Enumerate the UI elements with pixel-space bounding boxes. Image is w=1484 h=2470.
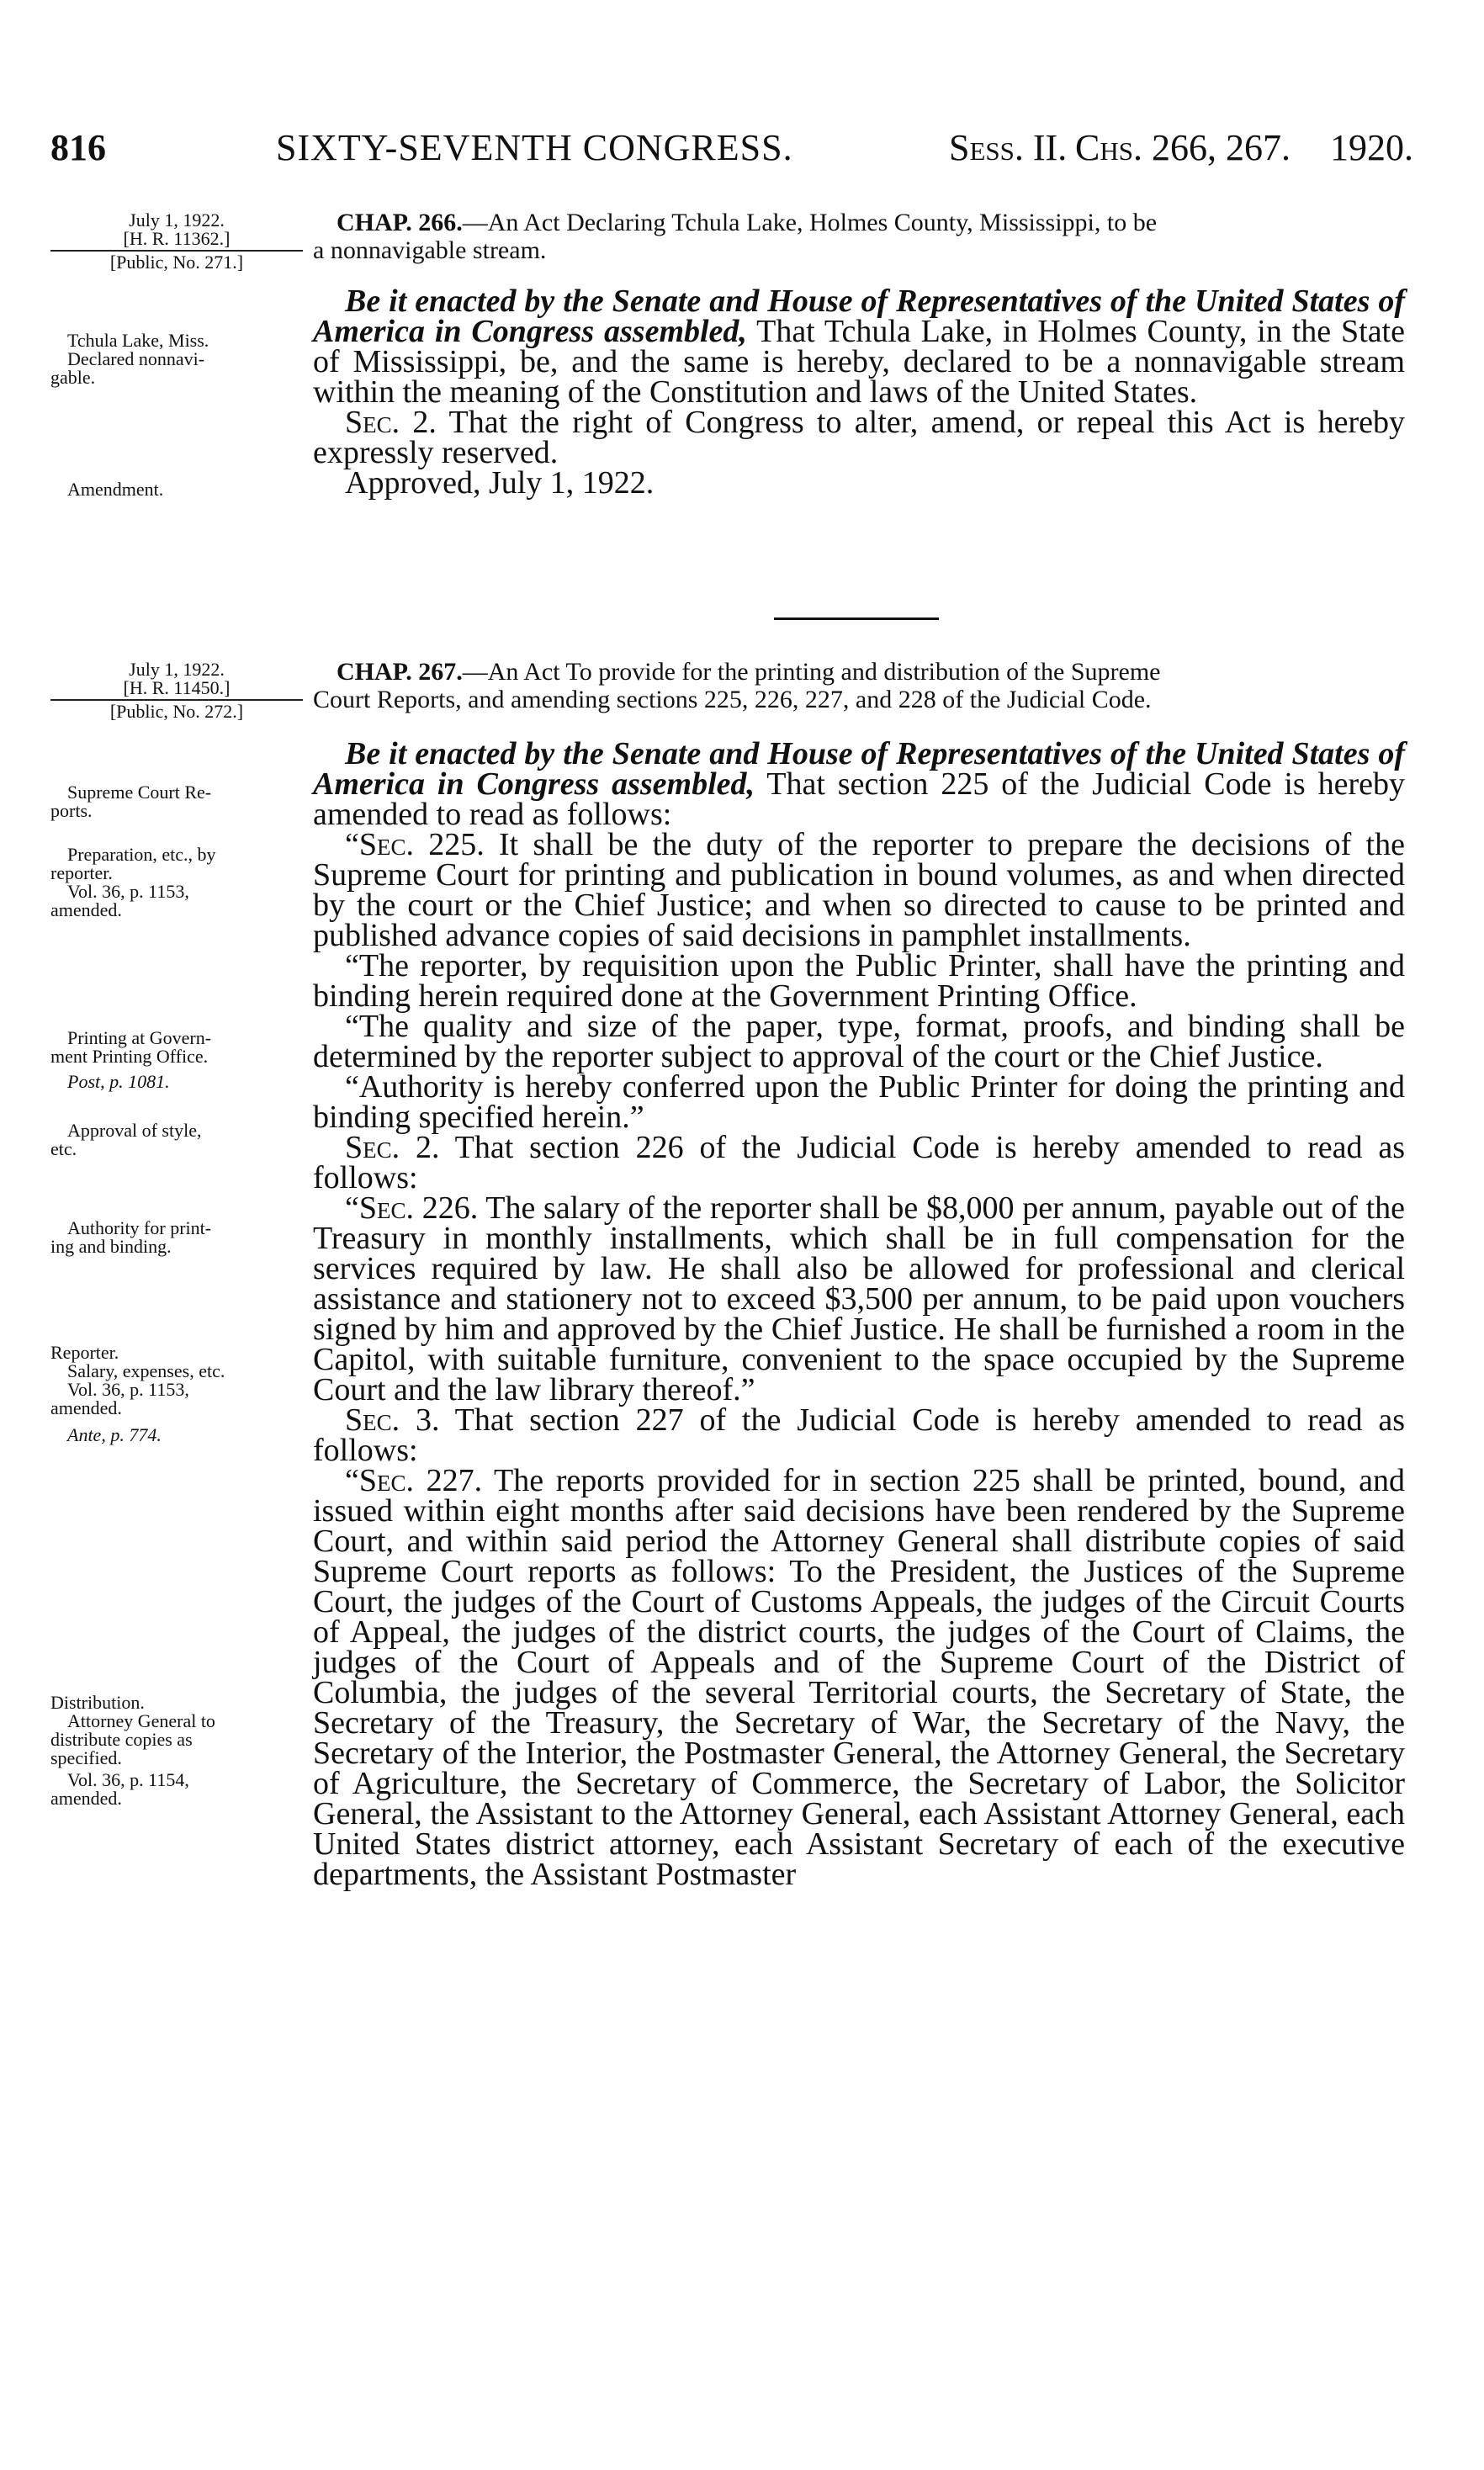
authority-paragraph: “Authority is hereby conferred upon the Public Printer for doing the printing and binding specified herein.” [313,1069,1405,1135]
chap-266-title [337,209,1405,236]
sec-226-text: The salary of the reporter shall be $8,000 per annum, payable out of the Treasury in monthly installments, which shall be in full compensation for the services required by law. He shall also be allowed for professional and clerical assistance and stationery not to exceed $3,500 per annum, to be paid upon vouchers signed by him and approved by the Chief Justice. He shall be furnished a room in the Capitol, with suitable furniture, convenient to the space occupied by the Supreme Court and the law library thereof.” [313,1190,1405,1407]
chap-267-title-line1: —An Act To provide for the printing and distribution of the Supreme [462,658,1161,686]
sec-225-paragraph [313,827,1405,953]
margin-supreme-1: Supreme Court Re- [67,782,212,803]
sec-225-text: It shall be the duty of the reporter to prepare the decisions of the Supreme Court for printing and publication in bound volumes, as and when directed by the court or the Chief Justice; and when so directed to cause to be printed and published advance copies of said decisions in pamphlet installments. [313,827,1405,953]
sec-226-paragraph [313,1190,1405,1407]
chap-267-title [337,658,1422,686]
quality-paragraph: “The quality and size of the paper, type, format, proofs, and binding shall be determined by the reporter subject to approval of the court or the Chief Justice. [313,1009,1405,1074]
margin-vol3-2: amended. [50,1788,122,1809]
margin-post: Post, p. 1081. [67,1071,170,1092]
sec2-267-text: That section 226 of the Judicial Code is hereby amended to read as follows: [313,1130,1405,1195]
chap-266-body [313,284,1406,501]
page-number: 816 [50,127,106,168]
margin-supreme-2: ports. [50,800,93,821]
enacting-rest-266: That Tchula Lake, in Holmes County, in the State of Mississippi, be, and the same is hereby, declared to be a nonnavigable stream within the meaning of the Constitution and laws of the United States. [313,314,1405,410]
margin-tchula-2: Declared nonnavi- [67,348,205,369]
printing-paragraph: “The reporter, by requisition upon the Public Printer, shall have the printing and binding herein required done at the Government Printing Office. [313,948,1405,1014]
margin-date-267: July 1, 1922. [129,659,225,680]
margin-bill-266: [H. R. 11362.] [123,228,231,249]
chap-267-body [313,736,1405,1892]
margin-public-267: [Public, No. 272.] [109,701,244,722]
margin-ante: Ante, p. 774. [67,1424,162,1445]
sec-226-label: “Sec. 226. [345,1190,479,1226]
margin-date-266: July 1, 1922. [129,209,225,231]
chapter-separator [774,618,939,620]
margin-approval-1: Approval of style, [67,1120,202,1141]
enacting-italic-267: Be it enacted by the Senate and House of Representatives of the United States of America in Congress assembled, [313,736,1405,802]
chap-266-title-line2: a nonnavigable stream. [313,236,547,264]
margin-print-1: Printing at Govern- [67,1027,212,1048]
margin-reporter: Reporter. [50,1342,119,1363]
chap-266-title-line1: —An Act Declaring Tchula Lake, Holmes County, Mississippi, to be [462,209,1158,236]
margin-vol2-1: Vol. 36, p. 1153, [67,1379,189,1400]
margin-ag-3: specified. [50,1747,122,1768]
sec-227-text: The reports provided for in section 225 shall be printed, bound, and issued within eight months after said decisions have been rendered by the Supreme Court, and within said period the Attorney General shall distribute copies of said Supreme Court reports as follows: To the President, the Justices of the Supreme Court, the judges of the Court of Customs Appeals, the judges of the Circuit Courts of Appeal, the judges of the district courts, the judges of the Court of Claims, the judges of the Court of Appeals and of the Supreme Court of the District of Columbia, the judges of the several Territorial courts, the Secretary of State, the Secretary of the Treasury, the Secretary of War, the Secretary of the Navy, the Secretary of the Interior, the Postmaster General, the Attorney General, the Secretary of Agriculture, the Secretary of Commerce, the Secretary of Labor, the Solicitor General, the Assistant to the Attorney General, each Assistant Attorney General, each United States district attorney, each Assistant Secretary of each of the executive departments, the Assistant Postmaster [313,1463,1405,1892]
margin-vol1-1: Vol. 36, p. 1153, [67,881,189,902]
sec2-266 [313,407,1405,468]
margin-salary: Salary, expenses, etc. [67,1360,225,1381]
sec2-267 [313,1132,1405,1193]
sec3-267-label: Sec. 3. [345,1402,440,1438]
margin-auth-2: ing and binding. [50,1236,172,1257]
margin-prep-1: Preparation, etc., by [67,844,216,865]
margin-prep-2: reporter. [50,862,113,883]
margin-bill-267: [H. R. 11450.] [123,677,231,698]
sec3-267-text: That section 227 of the Judicial Code is hereby amended to read as follows: [313,1402,1405,1468]
chap-267-label: CHAP. 267. [337,658,463,686]
sec2-267-label: Sec. 2. [345,1130,440,1165]
enacting-clause-266 [313,284,1405,410]
chap-266-label: CHAP. 266. [337,209,463,236]
sec-225-label: “Sec. 225. [345,827,485,862]
enacting-italic-266: Be it enacted by the Senate and House of Representatives of the United States of America in Congress assembled, [313,284,1405,349]
margin-public-266: [Public, No. 271.] [109,252,244,273]
sec2-266-label: Sec. 2. [345,405,437,440]
enacting-clause-267 [313,736,1405,832]
margin-vol2-2: amended. [50,1397,122,1418]
header-year: 1920. [1330,127,1413,168]
margin-print-2: ment Printing Office. [50,1046,209,1067]
sec-227-label: “Sec. 227. [345,1463,483,1498]
enacting-rest-267: That section 225 of the Judicial Code is hereby amended to read as follows: [313,766,1405,832]
approved-266: Approved, July 1, 1922. [345,465,655,501]
sec2-266-text: That the right of Congress to alter, amend, or repeal this Act is hereby expressly reserved. [313,405,1406,470]
sec-227-paragraph [313,1463,1405,1892]
margin-distribution: Distribution. [50,1692,145,1713]
margin-tchula-3: gable. [50,367,96,388]
margin-approval-2: etc. [50,1138,77,1159]
session-label: Sess. II. [949,127,1068,168]
running-header [50,126,1413,177]
margin-ag-2: distribute copies as [50,1729,193,1750]
margin-ag-1: Attorney General to [67,1710,215,1731]
margin-amendment: Amendment. [67,479,164,500]
chapters-label: Chs. 266, 267. [1075,127,1291,168]
margin-tchula-1: Tchula Lake, Miss. [67,330,209,351]
margin-vol1-2: amended. [50,899,122,920]
sec3-267 [313,1402,1405,1468]
chap-267-title-line2: Court Reports, and amending sections 225, 226, 227, and 228 of the Judicial Code. [313,686,1152,713]
margin-vol3-1: Vol. 36, p. 1154, [67,1769,189,1790]
margin-auth-1: Authority for print- [67,1217,212,1238]
congress-title: SIXTY-SEVENTH CONGRESS. [276,127,793,168]
